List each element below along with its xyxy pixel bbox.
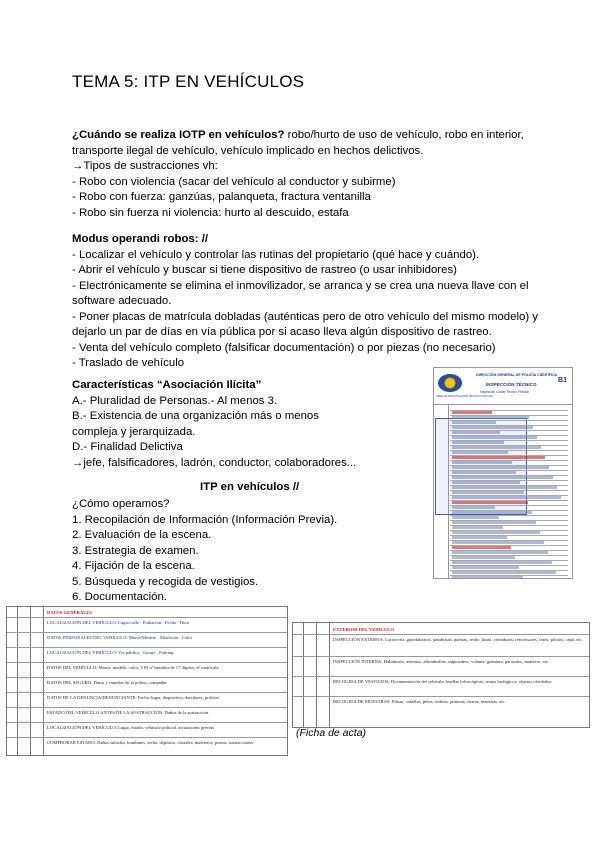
form-row-text <box>452 541 544 544</box>
form-row-line <box>7 617 287 618</box>
form-row-text: DATOS DE LA DENUNCIA/DENUNCIANTE: Fecha, lugar, dispositivo, dactilares, policial <box>47 695 219 700</box>
form-thumbnail-middle <box>292 622 590 728</box>
modus-suffix: // <box>198 233 209 245</box>
col-divider <box>304 623 317 727</box>
form-row-text <box>452 526 503 529</box>
asociacion-item: →jefe, falsificadores, ladrón, conductor, colaboradores... <box>72 456 357 469</box>
figure-caption: (Ficha de acta) <box>296 727 367 739</box>
form-row-line <box>7 647 287 648</box>
form-row-text <box>452 436 537 439</box>
form-row-text <box>452 551 548 554</box>
tipos-heading: →Tipos de sustracciones vh: <box>72 160 218 172</box>
form-row-text <box>452 421 496 424</box>
itp-section <box>72 497 402 606</box>
col-divider <box>293 623 304 727</box>
form-row-line <box>293 676 589 677</box>
form-row-text <box>452 456 545 459</box>
form-thumbnail-left <box>6 606 288 756</box>
form-row-text <box>452 461 512 464</box>
tipo-item: - Robo sin fuerza ni violencia: hurto al descuido, estafa <box>72 206 349 219</box>
itp-step: 3. Estrategia de examen. <box>72 544 199 557</box>
itp-heading: ITP en vehículos // <box>200 481 300 493</box>
col-divider <box>18 607 31 755</box>
itp-step: 5. Búsqueda y recogida de vestigios. <box>72 575 259 588</box>
col-divider <box>7 607 18 755</box>
form-row-text <box>452 426 533 429</box>
modus-item: - Electrónicamente se elimina el inmovilizador, se arranca y se crea una nueva llave con el software adecuado. <box>72 279 529 307</box>
form-row-text: INSPECCIÓN INTERNA: Habitáculo, asientos, alfombrillas, salpicadero, volante, guantera, parasoles, maletero, etc. <box>333 659 550 664</box>
form-row-text <box>452 501 528 504</box>
police-logo-icon <box>438 374 462 392</box>
form-row-text <box>452 451 508 454</box>
form-row-text: INSPECCIÓN EXTERNA: Carrocería, guardabarros, parabrisas, puertas, techo, lunas, cerraduras, retrovisores, faros, pilotos, capó, etc. <box>333 637 583 642</box>
itp-step: 6. Documentación. <box>72 591 167 603</box>
modus-item: - Poner placas de matrícula dobladas (auténticas pero de otro vehículo del mismo modelo) y dejarlo un par de días en vía pública por si acaso lleva algún dispositivo de rastreo. <box>72 310 538 338</box>
asociacion-heading: Características “Asociación Ilícita” <box>72 379 262 391</box>
form-row-text: DATOS DEL VEHÍCULO: Marca, modelo, color, VIN nº bastidor de 17 dígitos, nº matrícula. <box>47 665 220 670</box>
form-row-line <box>7 707 287 708</box>
form-title: INSPECCIÓN TÉCNICO <box>486 382 537 387</box>
cuando-paragraph <box>72 128 542 159</box>
modus-item: - Traslado de vehículo <box>72 357 185 369</box>
form-row-text: ESTADO DEL VEHÍCULO ANTES DE LA SUSTRACCIÓN: Daños de la sustracción. <box>47 710 210 715</box>
col-divider <box>31 607 44 755</box>
form-section-header: DATOS GENERALES <box>47 610 92 615</box>
form-row-text <box>452 486 557 489</box>
modus-section <box>72 232 542 372</box>
asociacion-section <box>72 378 362 471</box>
form-row-text <box>452 491 524 494</box>
form-row-text: DATOS PERSONALES DEL VEHÍCULO: Marca/Modelo · Matrícula · Color <box>47 635 193 640</box>
itp-question: ¿Cómo operamos? <box>72 498 170 510</box>
itp-step: 4. Fijación de la escena. <box>72 560 195 572</box>
logo-caption: AREA DE INVESTIGACIÓN TÉCNICO POLICIAL <box>436 395 494 398</box>
form-row-text <box>452 576 523 579</box>
itp-step: 2. Evaluación de la escena. <box>72 529 212 541</box>
tipo-item: - Robo con fuerza: ganzúas, palanqueta, fractura ventanilla <box>72 191 371 203</box>
form-row-text: RECOGIDA DE MUESTRAS: Fibras, cabellos, pelos, vidrios, pinturas, tierras, manchas, etc. <box>333 699 506 704</box>
form-row-text <box>452 566 519 569</box>
form-row-text: RECOGIDA DE VESTIGIOS: Documentación del vehículo, huellas lofoscópicas, restos biológicos, objetos olvidados. <box>333 679 553 684</box>
form-row-text <box>452 431 500 434</box>
col-divider <box>317 623 330 727</box>
form-row-line <box>7 722 287 723</box>
form-row-line <box>293 696 589 697</box>
form-row-text <box>452 531 540 534</box>
form-row-text <box>452 561 552 564</box>
modus-heading <box>72 232 542 248</box>
form-code: B1 <box>558 377 567 384</box>
form-row-text: COMPROBAR ESTADO: Daños sufridos, bombines, techo, depósito, cristales, maleteros, piezas, sustracciones <box>47 740 254 745</box>
form-row-text: LOCALIZACIÓN DEL VEHÍCULO: Vía pública · Garaje · Parking <box>47 650 174 655</box>
form-row-text <box>452 446 541 449</box>
form-row-text <box>452 536 507 539</box>
form-row-text <box>452 441 504 444</box>
form-row-line <box>7 677 287 678</box>
form-row-line <box>293 634 589 635</box>
form-row-text <box>452 496 561 499</box>
form-row-text <box>452 556 515 559</box>
form-subtitle: Inspección Ocular Técnico Policial <box>480 390 529 394</box>
modus-item: - Localizar el vehículo y controlar las rutinas del propietario (qué hace y cuándo). <box>72 248 480 261</box>
form-row-text: LOCALIZACIÓN DEL VEHÍCULO: Lugar, estado, vehículo policial, actuaciones previas <box>47 725 215 730</box>
form-row-line <box>7 662 287 663</box>
form-row-text <box>452 466 549 469</box>
form-row-text <box>452 506 495 509</box>
form-org: DIRECCIÓN GENERAL DE POLICÍA CIENTÍFICA <box>476 373 558 377</box>
form-header <box>434 368 572 405</box>
form-row-line <box>7 692 287 693</box>
asociacion-item: A.- Pluralidad de Personas.- Al menos 3. <box>72 394 278 407</box>
form-row-line <box>7 632 287 633</box>
form-row-text: DATOS DEL SEGURO: Datos y cuantías de la póliza, compañía. <box>47 680 168 685</box>
form-row-text <box>452 476 553 479</box>
form-row-line <box>293 656 589 657</box>
form-row-text <box>452 511 532 514</box>
form-row-text <box>452 471 516 474</box>
form-row-text <box>452 571 556 574</box>
itp-step: 1. Recopilación de Información (Información Previa). <box>72 513 338 526</box>
modus-head: Modus operandi robos: <box>72 233 199 245</box>
form-row-text <box>452 521 536 524</box>
form-row-text <box>452 516 499 519</box>
form-row-text <box>452 481 520 484</box>
form-row-text <box>452 411 492 414</box>
form-section-header: EXTERIOR DEL VEHÍCULO <box>333 627 394 632</box>
cuando-answer: robo/hurto de uso de vehículo, robo en interior, transporte ilegal de vehículo, vehículo implicado en hechos delictivos. <box>72 129 524 157</box>
asociacion-item: D.- Finalidad Delictiva <box>72 441 183 453</box>
modus-item: - Venta del vehículo completo (falsificar documentación) o por piezas (no necesario) <box>72 341 496 354</box>
page-title: TEMA 5: ITP EN VEHÍCULOS <box>72 72 305 91</box>
form-row-text: LOCALIZACIÓN DEL VEHÍCULO: Lugar/calle · Población · Fecha · Hora <box>47 620 189 625</box>
form-row-text <box>452 416 529 419</box>
cuando-question: ¿Cuándo se realiza IOTP en vehículos? <box>72 129 285 141</box>
form-row-text <box>452 546 511 549</box>
asociacion-item: B.- Existencia de una organización más o menos compleja y jerarquizada. <box>72 410 319 438</box>
form-row-line <box>7 737 287 738</box>
tipo-item: - Robo con violencia (sacar del vehículo al conductor y subirme) <box>72 175 396 188</box>
form-thumbnail-right <box>433 367 573 579</box>
cuando-section <box>72 128 542 221</box>
modus-item: - Abrir el vehículo y buscar si tiene dispositivo de rastreo (o usar inhibidores) <box>72 264 457 276</box>
